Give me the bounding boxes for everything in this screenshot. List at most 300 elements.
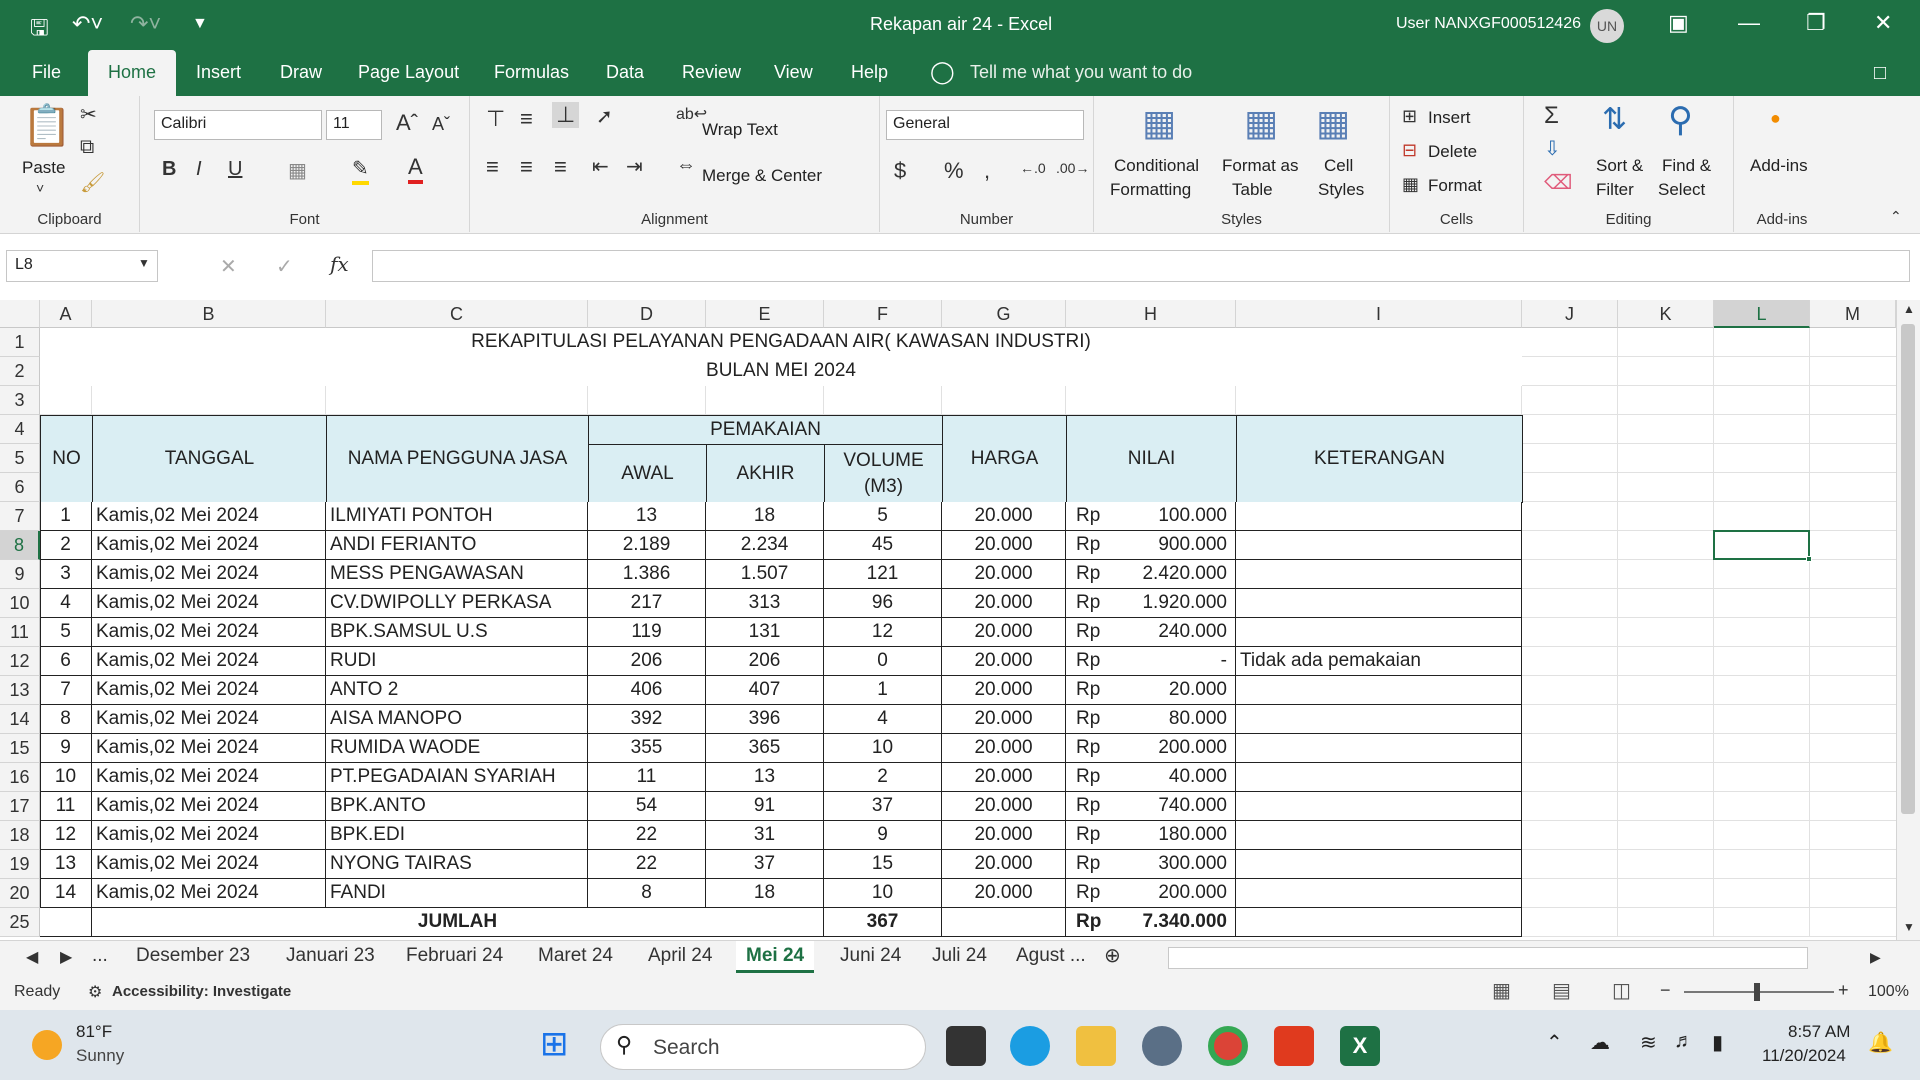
cell-awal[interactable]: 217: [588, 589, 706, 618]
increase-font-icon[interactable]: Aˆ: [396, 110, 418, 135]
paste-button[interactable]: Paste: [22, 158, 66, 177]
wrap-text-button[interactable]: Wrap Text: [702, 120, 778, 139]
cell-akhir[interactable]: 13: [706, 763, 824, 792]
cell-vol[interactable]: 2: [824, 763, 942, 792]
pdf-app-icon[interactable]: [1274, 1026, 1314, 1066]
total-volume[interactable]: 367: [824, 908, 942, 937]
cell-vol[interactable]: 10: [824, 734, 942, 763]
insert-cells-button[interactable]: Insert: [1428, 108, 1471, 127]
cell-harga[interactable]: 20.000: [942, 705, 1066, 734]
cell-harga[interactable]: 20.000: [942, 879, 1066, 908]
total-label[interactable]: JUMLAH: [92, 908, 824, 937]
cell-no[interactable]: 5: [40, 618, 92, 647]
row-header-16[interactable]: 16: [0, 763, 40, 792]
row-header-12[interactable]: 12: [0, 647, 40, 676]
ribbon-display-icon[interactable]: ▣: [1668, 10, 1689, 35]
cell-vol[interactable]: 9: [824, 821, 942, 850]
cell-no[interactable]: 4: [40, 589, 92, 618]
formula-input[interactable]: [372, 250, 1910, 282]
worksheet-grid[interactable]: [0, 300, 1920, 940]
comments-icon[interactable]: □: [1874, 62, 1887, 84]
currency-icon[interactable]: $: [894, 158, 907, 183]
cell-nilai[interactable]: 100.000: [1066, 502, 1236, 531]
cell-vol[interactable]: 4: [824, 705, 942, 734]
cell-nama[interactable]: BPK.ANTO: [326, 792, 588, 821]
tab-review[interactable]: Review: [682, 62, 742, 82]
header-nilai[interactable]: NILAI: [1066, 415, 1237, 503]
row-header-18[interactable]: 18: [0, 821, 40, 850]
cell-vol[interactable]: 121: [824, 560, 942, 589]
cell-awal[interactable]: 22: [588, 821, 706, 850]
cell-no[interactable]: 8: [40, 705, 92, 734]
cell-akhir[interactable]: 1.507: [706, 560, 824, 589]
cell-styles-line2[interactable]: Styles: [1318, 180, 1365, 199]
column-header-i[interactable]: I: [1236, 300, 1522, 328]
find-select-line2[interactable]: Select: [1658, 180, 1706, 199]
cell-no[interactable]: 9: [40, 734, 92, 763]
underline-icon[interactable]: U: [228, 158, 243, 180]
cell-nama[interactable]: ILMIYATI PONTOH: [326, 502, 588, 531]
cell-akhir[interactable]: 313: [706, 589, 824, 618]
cell-ket[interactable]: [1236, 560, 1522, 589]
add-sheet-icon[interactable]: ⊕: [1104, 945, 1121, 967]
cell-no[interactable]: 1: [40, 502, 92, 531]
cell-ket[interactable]: [1236, 821, 1522, 850]
prev-sheet-icon[interactable]: ◀: [26, 949, 39, 966]
cell-harga[interactable]: 20.000: [942, 618, 1066, 647]
cell-nilai[interactable]: 740.000: [1066, 792, 1236, 821]
merge-center-button[interactable]: Merge & Center: [702, 166, 822, 185]
file-explorer-icon[interactable]: [1076, 1026, 1116, 1066]
bold-icon[interactable]: B: [162, 158, 177, 180]
select-all-corner[interactable]: [0, 300, 40, 328]
cell-harga[interactable]: 20.000: [942, 821, 1066, 850]
cell-no[interactable]: 7: [40, 676, 92, 705]
row-header-20[interactable]: 20: [0, 879, 40, 908]
zoom-out-icon[interactable]: −: [1660, 980, 1671, 1000]
cell-awal[interactable]: 119: [588, 618, 706, 647]
row-header-14[interactable]: 14: [0, 705, 40, 734]
onedrive-icon[interactable]: ☁: [1590, 1032, 1610, 1054]
battery-icon[interactable]: ▮: [1712, 1032, 1724, 1054]
cell-nilai[interactable]: 900.000: [1066, 531, 1236, 560]
find-select-icon[interactable]: ⚲: [1668, 101, 1693, 139]
weather-sun-icon[interactable]: [32, 1030, 62, 1060]
total-nilai[interactable]: 7.340.000: [1066, 908, 1236, 937]
decrease-font-icon[interactable]: Aˇ: [432, 114, 450, 134]
format-cells-icon[interactable]: ▦: [1402, 174, 1420, 194]
cell-vol[interactable]: 1: [824, 676, 942, 705]
cell-vol[interactable]: 12: [824, 618, 942, 647]
cell-no[interactable]: 14: [40, 879, 92, 908]
cell-vol[interactable]: 15: [824, 850, 942, 879]
row-header-9[interactable]: 9: [0, 560, 40, 589]
cell-harga[interactable]: 20.000: [942, 647, 1066, 676]
weather-desc[interactable]: Sunny: [76, 1046, 125, 1065]
row-header-15[interactable]: 15: [0, 734, 40, 763]
borders-icon[interactable]: ▦: [288, 160, 307, 182]
sheet-tab-agustus[interactable]: Agust ...: [1016, 945, 1086, 966]
customize-qat-icon[interactable]: ▼: [192, 15, 208, 32]
cell-no[interactable]: 11: [40, 792, 92, 821]
sort-filter-icon[interactable]: ⇅: [1602, 103, 1628, 136]
cell-nama[interactable]: FANDI: [326, 879, 588, 908]
row-header-6[interactable]: 6: [0, 473, 40, 502]
percent-icon[interactable]: %: [944, 158, 964, 183]
cell-ket[interactable]: [1236, 502, 1522, 531]
cell-awal[interactable]: 54: [588, 792, 706, 821]
cell-akhir[interactable]: 206: [706, 647, 824, 676]
cell-harga[interactable]: 20.000: [942, 502, 1066, 531]
addins-button[interactable]: Add-ins: [1750, 156, 1808, 175]
settings-app-icon[interactable]: [1142, 1026, 1182, 1066]
sheet-tab-mei-24[interactable]: Mei 24: [736, 941, 814, 973]
row-header-3[interactable]: 3: [0, 386, 40, 415]
increase-decimal-icon[interactable]: ←.0: [1020, 160, 1046, 176]
total-no-cell[interactable]: [40, 908, 92, 937]
cell-nama[interactable]: PT.PEGADAIAN SYARIAH: [326, 763, 588, 792]
cell-akhir[interactable]: 91: [706, 792, 824, 821]
cell-awal[interactable]: 8: [588, 879, 706, 908]
tab-help[interactable]: Help: [851, 62, 889, 82]
cell-nilai[interactable]: 2.420.000: [1066, 560, 1236, 589]
zoom-slider-thumb[interactable]: [1754, 983, 1760, 1001]
cell-akhir[interactable]: 407: [706, 676, 824, 705]
row-header-4[interactable]: 4: [0, 415, 40, 444]
confirm-entry-icon[interactable]: ✓: [276, 256, 293, 278]
column-header-b[interactable]: B: [92, 300, 326, 328]
header-harga[interactable]: HARGA: [942, 415, 1067, 503]
format-as-table-icon[interactable]: ▦: [1244, 102, 1279, 143]
sheet-title[interactable]: REKAPITULASI PELAYANAN PENGADAAN AIR( KAWASAN INDUSTRI): [40, 328, 1522, 357]
cell-ket[interactable]: [1236, 618, 1522, 647]
cell-no[interactable]: 12: [40, 821, 92, 850]
restore-icon[interactable]: ❐: [1806, 10, 1826, 35]
comma-style-icon[interactable]: ,: [984, 158, 991, 183]
format-painter-icon[interactable]: 🖌: [80, 172, 106, 194]
cell-ket[interactable]: [1236, 734, 1522, 763]
cell-harga[interactable]: 20.000: [942, 531, 1066, 560]
column-header-c[interactable]: C: [326, 300, 588, 328]
delete-cells-icon[interactable]: ⊟: [1402, 140, 1418, 160]
volume-icon[interactable]: ♬: [1674, 1030, 1694, 1052]
cell-akhir[interactable]: 131: [706, 618, 824, 647]
sheet-subtitle[interactable]: BULAN MEI 2024: [40, 357, 1522, 386]
italic-icon[interactable]: I: [196, 158, 202, 180]
accessibility-status[interactable]: Accessibility: Investigate: [112, 983, 292, 1000]
sort-filter-line2[interactable]: Filter: [1596, 180, 1634, 199]
normal-view-icon[interactable]: ▦: [1492, 980, 1511, 1002]
cell-nama[interactable]: CV.DWIPOLLY PERKASA: [326, 589, 588, 618]
notifications-icon[interactable]: 🔔: [1868, 1032, 1893, 1054]
cell-awal[interactable]: 2.189: [588, 531, 706, 560]
scroll-right-icon[interactable]: ▶: [1870, 949, 1881, 965]
cell-nilai[interactable]: 200.000: [1066, 734, 1236, 763]
scroll-up-icon[interactable]: ▲: [1903, 302, 1915, 316]
clock-time[interactable]: 8:57 AM: [1788, 1022, 1851, 1041]
cell-nilai[interactable]: 20.000: [1066, 676, 1236, 705]
fill-handle[interactable]: [1806, 556, 1812, 562]
column-header-h[interactable]: H: [1066, 300, 1236, 328]
total-ket-cell[interactable]: [1236, 908, 1522, 937]
vertical-scrollbar[interactable]: [1896, 300, 1920, 940]
format-cells-button[interactable]: Format: [1428, 176, 1482, 195]
undo-icon[interactable]: ↶˅: [72, 11, 104, 36]
font-size-select[interactable]: 11: [326, 110, 382, 140]
cell-nilai[interactable]: 1.920.000: [1066, 589, 1236, 618]
conditional-formatting-line1[interactable]: Conditional: [1114, 156, 1200, 175]
tab-file[interactable]: File: [32, 62, 62, 82]
column-header-l[interactable]: L: [1714, 300, 1810, 328]
redo-icon[interactable]: ↷˅: [130, 11, 162, 36]
header-pemakaian[interactable]: PEMAKAIAN: [588, 415, 943, 445]
cell-tgl[interactable]: Kamis,02 Mei 2024: [92, 531, 326, 560]
autosum-icon[interactable]: Σ: [1544, 102, 1559, 129]
row-header-10[interactable]: 10: [0, 589, 40, 618]
row-header-5[interactable]: 5: [0, 444, 40, 473]
paste-dropdown-icon[interactable]: ˅: [36, 180, 45, 196]
cell-nilai[interactable]: 300.000: [1066, 850, 1236, 879]
cell-vol[interactable]: 0: [824, 647, 942, 676]
header-no[interactable]: NO: [40, 415, 93, 503]
cell-ket[interactable]: [1236, 763, 1522, 792]
cell-akhir[interactable]: 18: [706, 502, 824, 531]
cell-tgl[interactable]: Kamis,02 Mei 2024: [92, 502, 326, 531]
cell-tgl[interactable]: Kamis,02 Mei 2024: [92, 879, 326, 908]
conditional-formatting-icon[interactable]: ▦: [1142, 102, 1177, 143]
insert-function-icon[interactable]: fx: [330, 252, 349, 276]
horizontal-scrollbar[interactable]: [1168, 947, 1808, 969]
cell-ket[interactable]: [1236, 792, 1522, 821]
sheet-tab-juni-24[interactable]: Juni 24: [840, 945, 902, 966]
header-nama[interactable]: NAMA PENGGUNA JASA: [326, 415, 589, 503]
cell-akhir[interactable]: 396: [706, 705, 824, 734]
format-as-table-line2[interactable]: Table: [1232, 180, 1273, 199]
tab-home[interactable]: Home: [88, 50, 176, 96]
row-header-1[interactable]: 1: [0, 328, 40, 357]
start-icon[interactable]: ⊞: [540, 1025, 569, 1063]
header-akhir[interactable]: AKHIR: [706, 444, 825, 503]
cell-awal[interactable]: 13: [588, 502, 706, 531]
tab-page-layout[interactable]: Page Layout: [358, 62, 460, 82]
cell-ket[interactable]: Tidak ada pemakaian: [1236, 647, 1522, 676]
cell-harga[interactable]: 20.000: [942, 589, 1066, 618]
tab-insert[interactable]: Insert: [196, 62, 242, 82]
avatar[interactable]: UN: [1590, 9, 1624, 43]
cell-awal[interactable]: 11: [588, 763, 706, 792]
next-sheet-icon[interactable]: ▶: [60, 949, 73, 966]
column-header-j[interactable]: J: [1522, 300, 1618, 328]
cell-nama[interactable]: ANDI FERIANTO: [326, 531, 588, 560]
cell-akhir[interactable]: 31: [706, 821, 824, 850]
vertical-scroll-thumb[interactable]: [1901, 324, 1915, 814]
column-header-m[interactable]: M: [1810, 300, 1896, 328]
sheet-tab-maret-24[interactable]: Maret 24: [538, 945, 613, 966]
clear-icon[interactable]: ⌫: [1544, 172, 1573, 194]
tab-formulas[interactable]: Formulas: [494, 62, 570, 82]
chrome-icon[interactable]: [1208, 1026, 1248, 1066]
cell-awal[interactable]: 22: [588, 850, 706, 879]
cell-akhir[interactable]: 37: [706, 850, 824, 879]
cell-nama[interactable]: RUDI: [326, 647, 588, 676]
fill-color-icon[interactable]: ✎: [352, 156, 369, 185]
cell-tgl[interactable]: Kamis,02 Mei 2024: [92, 647, 326, 676]
font-name-select[interactable]: Calibri: [154, 110, 322, 140]
cell-vol[interactable]: 10: [824, 879, 942, 908]
save-icon[interactable]: 🖫: [30, 15, 49, 40]
cell-nilai[interactable]: -: [1066, 647, 1236, 676]
tab-view[interactable]: View: [774, 62, 813, 82]
cell-styles-line1[interactable]: Cell: [1324, 156, 1354, 175]
cut-icon[interactable]: ✂: [80, 104, 97, 126]
insert-cells-icon[interactable]: ⊞: [1402, 106, 1418, 126]
cancel-entry-icon[interactable]: ✕: [220, 256, 237, 278]
fill-icon[interactable]: ⇩: [1544, 138, 1561, 160]
cell-ket[interactable]: [1236, 531, 1522, 560]
header-tanggal[interactable]: TANGGAL: [92, 415, 327, 503]
excel-taskbar-icon[interactable]: X: [1340, 1026, 1380, 1066]
cell-vol[interactable]: 45: [824, 531, 942, 560]
cell-no[interactable]: 2: [40, 531, 92, 560]
cell-nama[interactable]: AISA MANOPO: [326, 705, 588, 734]
row-header-11[interactable]: 11: [0, 618, 40, 647]
cell-awal[interactable]: 1.386: [588, 560, 706, 589]
row-header-7[interactable]: 7: [0, 502, 40, 531]
cell-akhir[interactable]: 2.234: [706, 531, 824, 560]
cell-harga[interactable]: 20.000: [942, 792, 1066, 821]
cell-nama[interactable]: BPK.EDI: [326, 821, 588, 850]
cell-akhir[interactable]: 365: [706, 734, 824, 763]
page-layout-view-icon[interactable]: ▤: [1552, 980, 1571, 1002]
cell-harga[interactable]: 20.000: [942, 850, 1066, 879]
close-icon[interactable]: ✕: [1874, 10, 1893, 35]
cell-tgl[interactable]: Kamis,02 Mei 2024: [92, 560, 326, 589]
align-right-icon[interactable]: ≡: [554, 154, 567, 179]
cell-nilai[interactable]: 200.000: [1066, 879, 1236, 908]
header-awal[interactable]: AWAL: [588, 444, 707, 503]
column-header-f[interactable]: F: [824, 300, 942, 328]
cell-tgl[interactable]: Kamis,02 Mei 2024: [92, 734, 326, 763]
task-view-icon[interactable]: [946, 1026, 986, 1066]
sheet-tab-juli-24[interactable]: Juli 24: [932, 945, 987, 966]
cell-no[interactable]: 13: [40, 850, 92, 879]
cell-awal[interactable]: 355: [588, 734, 706, 763]
cell-tgl[interactable]: Kamis,02 Mei 2024: [92, 850, 326, 879]
number-format-select[interactable]: General: [886, 110, 1084, 140]
header-volume[interactable]: [824, 444, 943, 503]
cell-ket[interactable]: [1236, 676, 1522, 705]
merge-center-icon[interactable]: ⇔: [676, 154, 696, 176]
minimize-icon[interactable]: —: [1738, 10, 1760, 35]
cell-awal[interactable]: 206: [588, 647, 706, 676]
cell-tgl[interactable]: Kamis,02 Mei 2024: [92, 763, 326, 792]
cell-harga[interactable]: 20.000: [942, 734, 1066, 763]
tab-draw[interactable]: Draw: [280, 62, 323, 82]
cell-nama[interactable]: NYONG TAIRAS: [326, 850, 588, 879]
total-harga-cell[interactable]: [942, 908, 1066, 937]
wrap-text-icon[interactable]: ab↩: [676, 106, 708, 123]
sheet-tab-more[interactable]: ...: [92, 945, 108, 966]
cell-tgl[interactable]: Kamis,02 Mei 2024: [92, 676, 326, 705]
column-header-k[interactable]: K: [1618, 300, 1714, 328]
cell-harga[interactable]: 20.000: [942, 560, 1066, 589]
tray-overflow-icon[interactable]: ⌃: [1546, 1032, 1563, 1054]
name-box-dropdown-icon[interactable]: ▼: [138, 256, 150, 270]
row-header-8[interactable]: 8: [0, 531, 40, 560]
cell-awal[interactable]: 392: [588, 705, 706, 734]
weather-temp[interactable]: 81°F: [76, 1022, 113, 1041]
header-keterangan[interactable]: KETERANGAN: [1236, 415, 1523, 503]
wifi-icon[interactable]: ≋: [1640, 1032, 1657, 1054]
row-header-2[interactable]: 2: [0, 357, 40, 386]
align-left-icon[interactable]: ≡: [486, 154, 499, 179]
sheet-tab-desember-23[interactable]: Desember 23: [136, 945, 251, 966]
decrease-indent-icon[interactable]: ⇤: [592, 156, 609, 178]
cell-vol[interactable]: 96: [824, 589, 942, 618]
cell-ket[interactable]: [1236, 705, 1522, 734]
sort-filter-line1[interactable]: Sort &: [1596, 156, 1644, 175]
cell-nama[interactable]: MESS PENGAWASAN: [326, 560, 588, 589]
cell-no[interactable]: 6: [40, 647, 92, 676]
tab-data[interactable]: Data: [606, 62, 645, 82]
cell-harga[interactable]: 20.000: [942, 676, 1066, 705]
zoom-level[interactable]: 100%: [1868, 983, 1909, 1000]
cell-styles-icon[interactable]: ▦: [1316, 102, 1351, 143]
cell-tgl[interactable]: Kamis,02 Mei 2024: [92, 705, 326, 734]
sheet-tab-februari-24[interactable]: Februari 24: [406, 945, 504, 966]
cell-tgl[interactable]: Kamis,02 Mei 2024: [92, 792, 326, 821]
page-break-view-icon[interactable]: ◫: [1612, 980, 1631, 1002]
column-header-a[interactable]: A: [40, 300, 92, 328]
cell-nama[interactable]: ANTO 2: [326, 676, 588, 705]
orientation-icon[interactable]: ➚: [596, 106, 613, 128]
column-header-g[interactable]: G: [942, 300, 1066, 328]
cell-no[interactable]: 10: [40, 763, 92, 792]
column-header-e[interactable]: E: [706, 300, 824, 328]
addins-icon[interactable]: ●: [1770, 108, 1781, 128]
clock-date[interactable]: 11/20/2024: [1762, 1046, 1846, 1065]
font-color-icon[interactable]: A: [408, 154, 423, 184]
cell-no[interactable]: 3: [40, 560, 92, 589]
align-top-icon[interactable]: ⊤: [486, 106, 506, 131]
copy-icon[interactable]: ⧉: [80, 136, 95, 158]
row-header-25[interactable]: 25: [0, 908, 40, 937]
increase-indent-icon[interactable]: ⇥: [626, 156, 643, 178]
cell-nama[interactable]: BPK.SAMSUL U.S: [326, 618, 588, 647]
name-box[interactable]: L8: [6, 250, 158, 282]
row-header-17[interactable]: 17: [0, 792, 40, 821]
cell-akhir[interactable]: 18: [706, 879, 824, 908]
row-header-19[interactable]: 19: [0, 850, 40, 879]
cell-tgl[interactable]: Kamis,02 Mei 2024: [92, 618, 326, 647]
sheet-tab-januari-23[interactable]: Januari 23: [286, 945, 375, 966]
collapse-ribbon-icon[interactable]: ⌃: [1890, 208, 1902, 224]
cell-tgl[interactable]: Kamis,02 Mei 2024: [92, 589, 326, 618]
sheet-tab-april-24[interactable]: April 24: [648, 945, 713, 966]
cell-ket[interactable]: [1236, 589, 1522, 618]
cell-nilai[interactable]: 180.000: [1066, 821, 1236, 850]
paste-icon[interactable]: 📋: [22, 104, 72, 148]
scroll-down-icon[interactable]: ▼: [1903, 920, 1915, 934]
row-header-13[interactable]: 13: [0, 676, 40, 705]
cell-ket[interactable]: [1236, 850, 1522, 879]
cell-ket[interactable]: [1236, 879, 1522, 908]
align-center-icon[interactable]: ≡: [520, 154, 533, 179]
cell-nama[interactable]: RUMIDA WAODE: [326, 734, 588, 763]
align-middle-icon[interactable]: ≡: [520, 106, 533, 131]
cell-vol[interactable]: 5: [824, 502, 942, 531]
active-cell-L8[interactable]: [1713, 530, 1810, 560]
